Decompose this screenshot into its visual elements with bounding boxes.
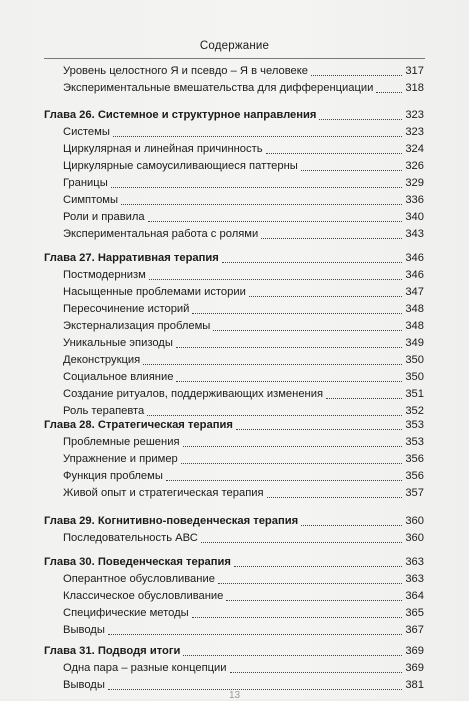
toc-section-entry bbox=[63, 61, 424, 78]
section-title: Специфические методы bbox=[63, 607, 189, 619]
dot-leader bbox=[234, 565, 402, 567]
page-ref: 329 bbox=[405, 177, 424, 189]
toc-section-entry bbox=[63, 282, 424, 299]
page-ref: 326 bbox=[405, 160, 424, 172]
toc-section-entry bbox=[63, 483, 424, 500]
chapter-title: Глава 30. Поведенческая терапия bbox=[44, 556, 231, 568]
dot-leader bbox=[176, 346, 402, 348]
page-ref: 352 bbox=[405, 405, 424, 417]
page-ref: 357 bbox=[405, 487, 424, 499]
toc-section-entry bbox=[63, 449, 424, 466]
toc-chapter-entry bbox=[44, 641, 424, 658]
page-ref: 324 bbox=[405, 143, 424, 155]
page-ref: 323 bbox=[405, 109, 424, 121]
page-ref: 369 bbox=[405, 662, 424, 674]
page-ref: 363 bbox=[405, 573, 424, 585]
page-ref: 336 bbox=[405, 194, 424, 206]
chapter-title: Глава 26. Системное и структурное направления bbox=[44, 109, 317, 121]
dot-leader bbox=[166, 479, 402, 481]
dot-leader bbox=[311, 74, 402, 76]
chapter-title: Глава 31. Подводя итоги bbox=[44, 645, 181, 657]
dot-leader bbox=[222, 261, 403, 263]
page-ref: 348 bbox=[405, 320, 424, 332]
page-ref: 369 bbox=[405, 645, 424, 657]
toc-section-entry bbox=[63, 528, 424, 545]
dot-leader bbox=[301, 524, 402, 526]
toc-section-entry bbox=[63, 350, 424, 367]
dot-leader bbox=[201, 541, 403, 543]
dot-leader bbox=[192, 312, 402, 314]
toc-section-entry bbox=[63, 569, 424, 586]
section-title: Деконструкция bbox=[63, 354, 141, 366]
toc-section-entry bbox=[63, 156, 424, 173]
dot-leader bbox=[183, 654, 402, 656]
toc-section-entry bbox=[63, 316, 424, 333]
toc-section-entry bbox=[63, 658, 424, 675]
page-ref: 340 bbox=[405, 211, 424, 223]
section-title: Уникальные эпизоды bbox=[63, 337, 173, 349]
toc-section-entry bbox=[63, 620, 424, 637]
section-title: Границы bbox=[63, 177, 108, 189]
dot-leader bbox=[108, 633, 402, 635]
dot-leader bbox=[111, 186, 403, 188]
page-ref: 360 bbox=[405, 532, 424, 544]
chapter-title: Глава 28. Стратегическая терапия bbox=[44, 419, 233, 431]
toc-section-entry bbox=[63, 603, 424, 620]
toc-section-entry bbox=[63, 466, 424, 483]
dot-leader bbox=[192, 616, 403, 618]
dot-leader bbox=[121, 203, 402, 205]
chapter-title: Глава 29. Когнитивно-поведенческая терапия bbox=[44, 515, 299, 527]
dot-leader bbox=[236, 428, 402, 430]
section-title: Социальное влияние bbox=[63, 371, 174, 383]
toc-chapter-entry bbox=[44, 248, 424, 265]
page-ref: 347 bbox=[405, 286, 424, 298]
dot-leader bbox=[326, 397, 402, 399]
toc-chapter-entry bbox=[44, 552, 424, 569]
section-title: Функция проблемы bbox=[63, 470, 163, 482]
dot-leader bbox=[149, 278, 402, 280]
page-ref: 367 bbox=[405, 624, 424, 636]
section-title: Экстернализация проблемы bbox=[63, 320, 211, 332]
toc-section-entry bbox=[63, 78, 424, 95]
toc-section-entry bbox=[63, 265, 424, 282]
dot-leader bbox=[113, 135, 402, 137]
dot-leader bbox=[183, 445, 403, 447]
toc-section-entry bbox=[63, 190, 424, 207]
dot-leader bbox=[261, 237, 402, 239]
section-title: Пересочинение историй bbox=[63, 303, 190, 315]
section-title: Роли и правила bbox=[63, 211, 145, 223]
toc-chapter-entry bbox=[44, 105, 424, 122]
section-title: Проблемные решения bbox=[63, 436, 180, 448]
section-title: Насыщенные проблемами истории bbox=[63, 286, 246, 298]
toc-section-entry bbox=[63, 173, 424, 190]
dot-leader bbox=[267, 496, 403, 498]
toc-section-entry bbox=[63, 586, 424, 603]
dot-leader bbox=[213, 329, 402, 331]
page-ref: 323 bbox=[405, 126, 424, 138]
page-ref: 353 bbox=[405, 436, 424, 448]
section-title: Классическое обусловливание bbox=[63, 590, 224, 602]
toc-section-entry bbox=[63, 367, 424, 384]
toc-section-entry bbox=[63, 207, 424, 224]
toc-section-entry bbox=[63, 224, 424, 241]
page-ref: 360 bbox=[405, 515, 424, 527]
page-ref: 346 bbox=[405, 269, 424, 281]
dot-leader bbox=[319, 118, 402, 120]
section-title: Уровень целостного Я и псевдо – Я в человеке bbox=[63, 65, 308, 77]
page-ref: 365 bbox=[405, 607, 424, 619]
page-ref: 356 bbox=[405, 453, 424, 465]
toc-chapter-entry bbox=[44, 415, 424, 432]
section-title: Оперантное обусловливание bbox=[63, 573, 215, 585]
dot-leader bbox=[266, 152, 403, 154]
page-ref: 343 bbox=[405, 228, 424, 240]
dot-leader bbox=[226, 599, 402, 601]
dot-leader bbox=[249, 295, 402, 297]
toc-section-entry bbox=[63, 384, 424, 401]
dot-leader bbox=[143, 363, 402, 365]
chapter-title: Глава 27. Нарративная терапия bbox=[44, 252, 219, 264]
section-title: Роль терапевта bbox=[63, 405, 145, 417]
page-ref: 346 bbox=[405, 252, 424, 264]
toc-section-entry bbox=[63, 333, 424, 350]
section-title: Экспериментальная работа с ролями bbox=[63, 228, 259, 240]
section-title: Системы bbox=[63, 126, 110, 138]
section-title: Циркулярные самоусиливающиеся паттерны bbox=[63, 160, 298, 172]
page-ref: 353 bbox=[405, 419, 424, 431]
section-title: Выводы bbox=[63, 624, 105, 636]
section-title: Упражнение и пример bbox=[63, 453, 178, 465]
section-title: Выводы bbox=[63, 679, 105, 691]
page-ref: 363 bbox=[405, 556, 424, 568]
dot-leader bbox=[181, 462, 403, 464]
page-ref: 350 bbox=[405, 371, 424, 383]
toc-section-entry bbox=[63, 432, 424, 449]
section-title: Постмодернизм bbox=[63, 269, 146, 281]
page-ref: 356 bbox=[405, 470, 424, 482]
section-title: Последовательность АВС bbox=[63, 532, 198, 544]
page-ref: 317 bbox=[405, 65, 424, 77]
toc-section-entry bbox=[63, 139, 424, 156]
page-ref: 364 bbox=[405, 590, 424, 602]
toc-chapter-entry bbox=[44, 511, 424, 528]
page-ref: 348 bbox=[405, 303, 424, 315]
section-title: Циркулярная и линейная причинность bbox=[63, 143, 263, 155]
dot-leader bbox=[230, 671, 403, 673]
page-ref: 381 bbox=[405, 679, 424, 691]
dot-leader bbox=[301, 169, 402, 171]
page-ref: 351 bbox=[405, 388, 424, 400]
section-title: Создание ритуалов, поддерживающих изменения bbox=[63, 388, 324, 400]
section-title: Одна пара – разные концепции bbox=[63, 662, 227, 674]
section-title: Экспериментальные вмешательства для дифференциации bbox=[63, 82, 374, 94]
dot-leader bbox=[176, 380, 402, 382]
page-ref: 350 bbox=[405, 354, 424, 366]
page-header-title: Содержание bbox=[199, 40, 270, 52]
toc-section-entry bbox=[63, 299, 424, 316]
page-ref: 349 bbox=[405, 337, 424, 349]
page-number: 13 bbox=[228, 690, 241, 701]
toc-section-entry bbox=[63, 122, 424, 139]
section-title: Симптомы bbox=[63, 194, 119, 206]
page-ref: 318 bbox=[405, 82, 424, 94]
dot-leader bbox=[148, 220, 403, 222]
dot-leader bbox=[218, 582, 402, 584]
section-title: Живой опыт и стратегическая терапия bbox=[63, 487, 264, 499]
dot-leader bbox=[376, 91, 402, 93]
